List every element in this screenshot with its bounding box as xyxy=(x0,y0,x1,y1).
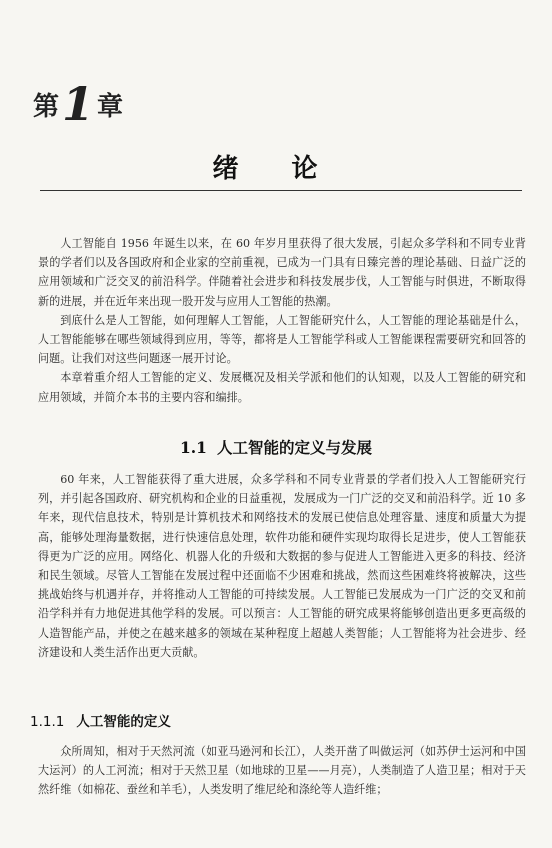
chapter-label xyxy=(33,72,125,131)
section-1-1-text xyxy=(38,470,526,662)
section-1-1-1-text xyxy=(38,742,526,800)
chapter-title: 绪 论 xyxy=(212,154,340,184)
chapter-number: 1 xyxy=(62,77,96,131)
title-rule xyxy=(40,190,522,191)
intro-paragraph: 人工智能自 1956 年诞生以来，在 60 年岁月里获得了很大发展，引起众多学科和不同专业背景的学者们以及各国政府和企业家的空前重视，已成为一门具有日臻完善的理论基础、日益广泛的应用领域和广泛交叉的前沿科学。伴随着社会进步和科技发展步伐，人工智能与时俱进，不断取得新的进展，并在近年来出现一股开发与应用人工智能的热潮。 xyxy=(38,237,526,308)
subsection-paragraph: 众所周知，相对于天然河流（如亚马逊河和长江），人类开凿了叫做运河（如苏伊士运河和中国大运河）的人工河流；相对于天然卫星（如地球的卫星——月亮），人类制造了人造卫星；相对于天然纤维（如棉花、蚕丝和羊毛），人类发明了维尼纶和涤纶等人造纤维； xyxy=(38,745,526,797)
subsection-number: 1.1.1 xyxy=(30,714,65,730)
intro-paragraph: 本章着重介绍人工智能的定义、发展概况及相关学派和他们的认知观，以及人工智能的研究和应用领域，并简介本书的主要内容和编排。 xyxy=(38,371,526,404)
section-heading-1-1 xyxy=(0,436,552,458)
subsection-title: 人工智能的定义 xyxy=(76,714,171,730)
section-title: 人工智能的定义与发展 xyxy=(216,439,372,457)
section-number: 1.1 xyxy=(180,438,207,457)
chapter-suffix: 章 xyxy=(97,92,125,122)
section-heading-1-1-1 xyxy=(30,710,171,730)
chapter-prefix: 第 xyxy=(33,92,61,122)
intro-text xyxy=(38,234,526,407)
section-paragraph: 60 年来，人工智能获得了重大进展，众多学科和不同专业背景的学者们投入人工智能研究行列，并引起各国政府、研究机构和企业的日益重视，发展成为一门广泛的交叉和前沿科学。近 10 多年来，现代信息技术，特别是计算机技术和网络技术的发展已使信息处理容量、速度和质量大为提高，能够处理海量数据，进行快速信息处理，软件功能和硬件实现均取得长足进步，使人工智能获得更为广泛的应用。网络化、机器人化的升级和大数据的参与促进人工智能进入更多的科技、经济和民生领域。尽管人工智能在发展过程中还面临不少困难和挑战，然而这些困难终将被解决，这些挑战始终与机遇并存，并将推动人工智能的可持续发展。人工智能已发展成为一门广泛的交叉和前沿学科并有力地促进其他学科的发展。可以预言：人工智能的研究成果将能够创造出更多更高级的人造智能产品，并使之在越来越多的领域在某种程度上超越人类智能；人工智能将为社会进步、经济建设和人类生活作出更大贡献。 xyxy=(38,473,526,659)
intro-paragraph: 到底什么是人工智能，如何理解人工智能，人工智能研究什么，人工智能的理论基础是什么，人工智能能够在哪些领域得到应用，等等，都将是人工智能学科或人工智能课程需要研究和回答的问题。让我们对这些问题逐一展开讨论。 xyxy=(38,313,526,366)
